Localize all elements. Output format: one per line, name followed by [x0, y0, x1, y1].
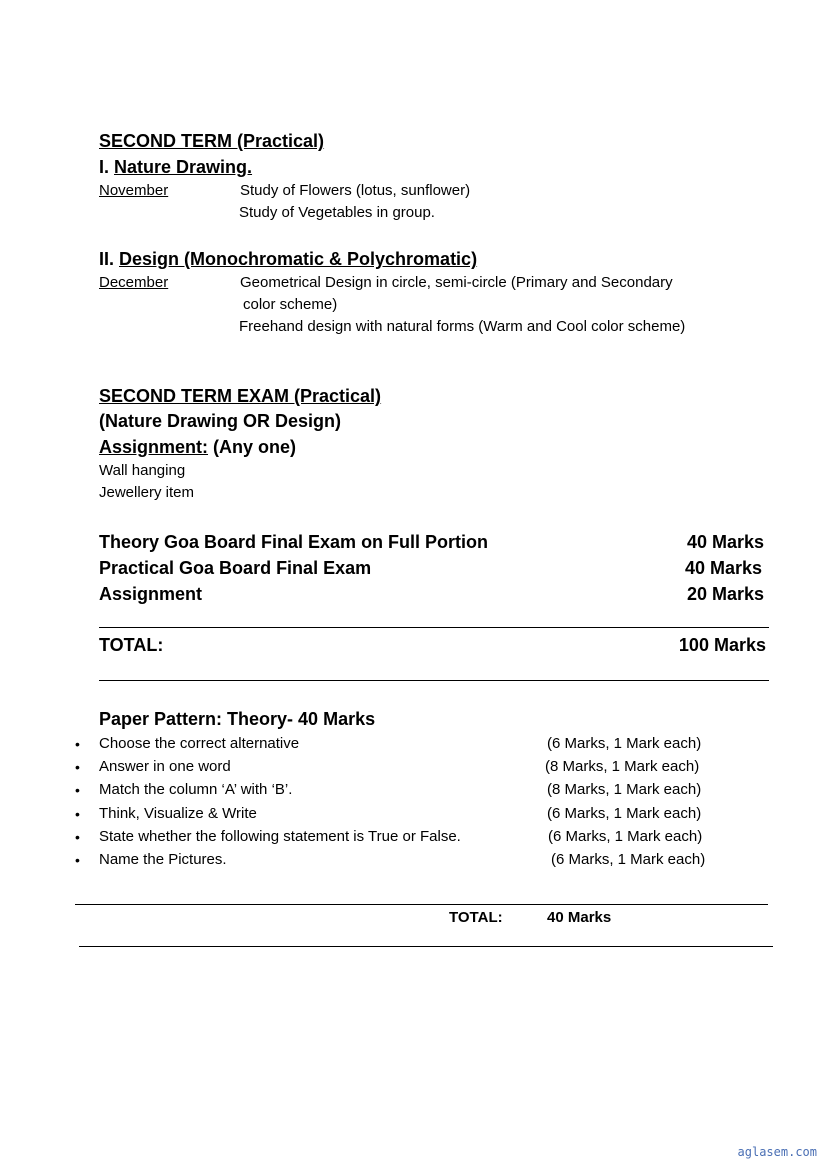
pattern-item-marks: (6 Marks, 1 Mark each)	[547, 805, 702, 822]
bullet-icon: •	[75, 736, 80, 752]
december-line: Geometrical Design in circle, semi-circle (Primary and Secondary	[240, 274, 673, 291]
assignment-suffix: (Any one)	[208, 437, 297, 457]
marks-row-label: Theory Goa Board Final Exam on Full Portion	[99, 532, 489, 552]
pattern-item-marks: (6 Marks, 1 Mark each)	[551, 851, 706, 868]
marks-row-label: Practical Goa Board Final Exam	[99, 558, 372, 578]
second-term-heading: SECOND TERM (Practical)	[99, 131, 325, 151]
design-prefix: II.	[99, 249, 120, 269]
divider	[99, 627, 769, 628]
total-label: TOTAL:	[99, 635, 164, 655]
december-label: December	[99, 274, 169, 291]
november-line: Study of Flowers (lotus, sunflower)	[240, 182, 471, 199]
bullet-icon: •	[75, 806, 80, 822]
divider	[99, 680, 769, 681]
pattern-item-marks: (8 Marks, 1 Mark each)	[545, 758, 700, 775]
nature-drawing-title: Nature Drawing.	[114, 157, 253, 177]
assignment-item: Wall hanging	[99, 462, 186, 479]
marks-row-value: 20 Marks	[686, 584, 764, 604]
assignment-item: Jewellery item	[99, 484, 195, 501]
nature-drawing-heading	[99, 157, 252, 178]
pattern-item-text: Answer in one word	[99, 758, 231, 775]
pattern-item-text: State whether the following statement is True or False.	[99, 828, 461, 845]
divider	[79, 946, 773, 947]
december-line: Freehand design with natural forms (Warm and Cool color scheme)	[239, 318, 686, 335]
pattern-item-marks: (8 Marks, 1 Mark each)	[547, 781, 702, 798]
december-line: color scheme)	[243, 296, 338, 313]
pattern-item-marks: (6 Marks, 1 Mark each)	[547, 735, 702, 752]
pattern-item-text: Choose the correct alternative	[99, 735, 300, 752]
marks-row-label: Assignment	[99, 584, 203, 604]
exam-subheading: (Nature Drawing OR Design)	[99, 411, 342, 431]
bullet-icon: •	[75, 829, 80, 845]
pattern-total-label: TOTAL:	[449, 909, 503, 926]
bullet-icon: •	[75, 852, 80, 868]
pattern-item-text: Match the column ‘A’ with ‘B’.	[99, 781, 293, 798]
marks-row-value: 40 Marks	[686, 532, 764, 552]
watermark: aglasem.com	[737, 1145, 817, 1159]
pattern-total-value: 40 Marks	[547, 909, 612, 926]
assignment-heading	[99, 437, 296, 458]
pattern-item-marks: (6 Marks, 1 Mark each)	[548, 828, 703, 845]
nature-drawing-prefix: I.	[99, 157, 115, 177]
marks-row-value: 40 Marks	[684, 558, 762, 578]
total-value: 100 Marks	[678, 635, 766, 655]
bullet-icon: •	[75, 759, 80, 775]
design-heading	[99, 249, 477, 270]
november-line: Study of Vegetables in group.	[239, 204, 435, 221]
pattern-item-text: Name the Pictures.	[99, 851, 227, 868]
design-title: Design (Monochromatic & Polychromatic)	[119, 249, 478, 269]
paper-pattern-heading: Paper Pattern: Theory- 40 Marks	[99, 709, 376, 729]
november-label: November	[99, 182, 169, 199]
exam-heading: SECOND TERM EXAM (Practical)	[99, 386, 382, 406]
pattern-item-text: Think, Visualize & Write	[99, 805, 257, 822]
divider	[75, 904, 768, 905]
bullet-icon: •	[75, 782, 80, 798]
assignment-label: Assignment:	[99, 437, 209, 457]
